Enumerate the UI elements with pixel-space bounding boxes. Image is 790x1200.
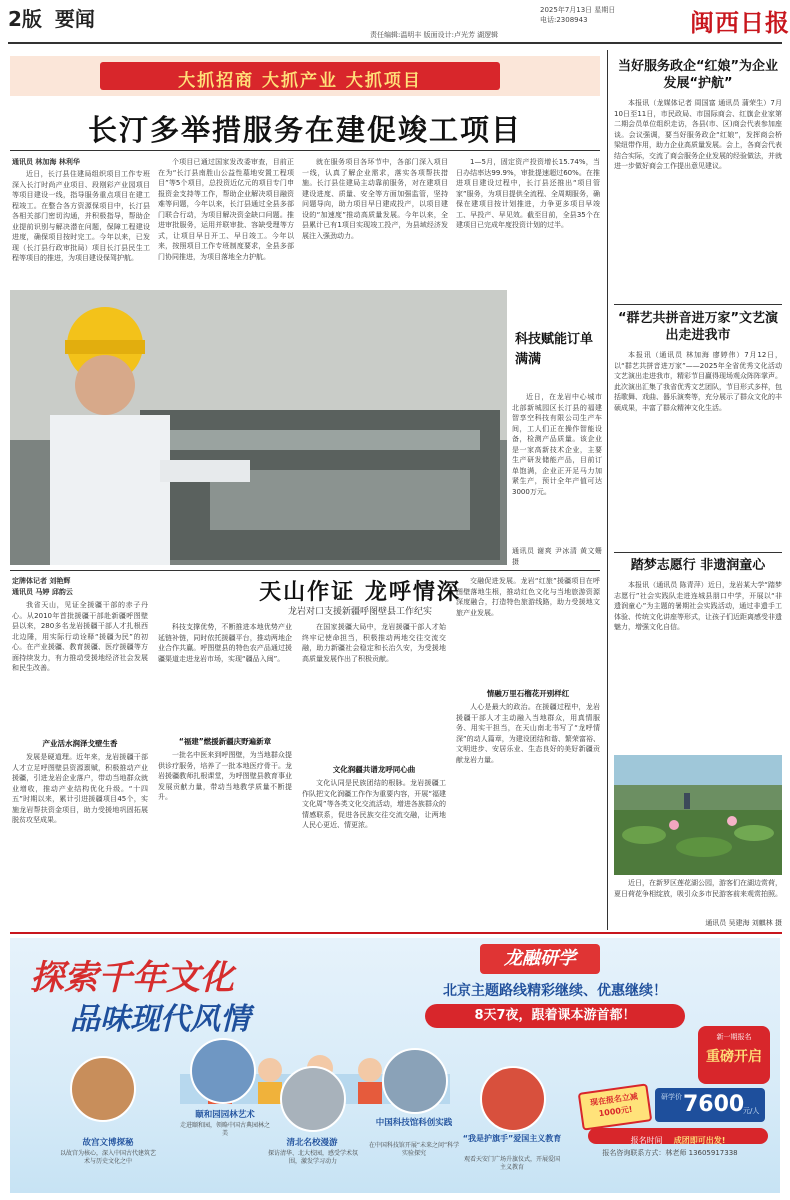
masthead-rule [8,42,782,44]
photo1-caption: 近日，在龙岩中心城市北部新城园区长汀县的福建智享空科技有限公司生产车间，工人们正在操作智能设备，检测产品质量。该企业是一家高新技术企业，主要生产研发储能产品，目前订单饱满，企业正开足马力加紧生产，预计全年产值可达3000万元。 [512,393,602,496]
right1-headline: 当好服务政企“红娘”为企业发展“护航” [617,59,779,91]
price-unit: 元/人 [743,1107,760,1115]
article1-col3: 就在服务项目各环节中，各部门深入项目一线，认真了解企业需求，落实各项帮扶措施。长汀县住建局主动靠前服务，对在建项目建设进度、质量、安全等方面加强监管，坚持问题导向，助力项目早日建成投产，以项目建设的“加速度”推动高质量发展。今年以来，全县累计已有1项目实现竣工投产，为县域经济发展注入强劲动力。 [302,158,448,240]
ad-top-rule [10,932,782,934]
article2-col2b: 一批名中医来到呼图壁，为当地群众提供诊疗服务，培养了一批本地医疗骨干。龙岩援疆教师扎根课堂，为呼图壁县教育事业发展贡献力量，带动当地教学质量不断提升。 [158,751,292,801]
right2-headline: “群艺共拼音进万家”文艺演出走进我市 [617,311,779,343]
edition-number: 2版 [8,7,42,31]
study-tour-advertisement [10,938,780,1193]
price-box [655,1088,765,1122]
ad-title2: 品味现代风情 [70,1002,250,1037]
hotline-bar [588,1128,768,1144]
photo-illustration [10,290,507,565]
headline-rule [10,150,600,151]
article2-col2: 科技支撑优势，不断推进本地优势产业延链补链，同时依托援疆平台，推动两地企业合作共赢。呼图壁县的特色农产品通过援疆渠道走进龙岩市场，实现“疆品入闽”。 [158,623,292,663]
badge-main: 重磅开启 [706,1049,762,1065]
date-line: 2025年7月13日 星期日 [540,6,616,14]
card5-desc: 观看天安门广场升旗仪式，开展爱国主义教育 [463,1156,560,1171]
card2-photo [190,1038,256,1104]
article2-byline: 通讯员 马婷 邱韵云 [12,588,73,596]
price-value: 7600 [683,1092,745,1117]
ad-title: 探索千年文化 [30,958,234,998]
card2-title: 颐和园园林艺术 [195,1110,255,1120]
article2-subheadline: 龙岩对口支援新疆呼图壁县工作纪实 [287,607,432,617]
section-name: 要闻 [54,7,95,31]
article2-col3b: 文化认同是民族团结的根脉。龙岩援疆工作队把文化润疆工作作为重要内容，开展“福建文化周”等各类文化交流活动，增进各族群众的情感联系，促进各民族交往交流交融，让两地人民心更近、情更浓。 [302,779,446,829]
card3-desc: 探访清华、北大校园，感受学术氛围，激发学习动力 [268,1150,359,1165]
card3-photo [280,1066,346,1132]
article2-subhead4: 情融万里石榴花开别样红 [486,689,570,698]
article2-label: 定牌体记者 刘艳辉 [12,577,71,585]
newspaper-logo: 闽西日报 [690,8,790,37]
article2-headline: 天山作证 龙呼情深 [259,580,461,605]
masthead-meta [540,6,615,25]
article1-headline: 长汀多举措服务在建促竣工项目 [87,113,522,147]
card3-title: 清北名校漫游 [286,1138,338,1148]
brand-name: 龙融研学 [504,948,576,969]
article1-col4: 1—5月，固定资产投资增长15.74%，当日办结率达99.9%，审批提速超过60%。在推进项目建设过程中，长汀县还推出“项目管家”服务，为项目提供全流程、全周期服务，确保在建项目按计划推进，力争更多项目早竣工、早投产、早见效。截至目前，全县35个在建项目已完成年度投资计划的过半。 [456,158,600,229]
card4-title: 中国科技馆科创实践 [375,1118,453,1128]
article2-col4: 交融促进发展。龙岩“红旅”援疆项目在呼图壁落地生根，推动红色文化与当地旅游资源深度融合，打造特色旅游线路，助力受援地文旅产业发展。 [456,577,600,617]
photo1-credit: 通讯员 谢爽 尹冰清 黄文姗 摄 [512,547,602,566]
factory-worker-photo [10,290,507,565]
right-rule-2 [614,552,782,553]
card1-photo [70,1056,136,1122]
card4-photo [382,1048,448,1114]
article2-col1b: 发展是硬道理。近年来，龙岩援疆干部人才立足呼图壁县资源禀赋，积极推动产业援疆，引进龙岩企业落户，带动当地群众就业增收，推动产业结构优化升级。“十四五”时期以来，累计引进援疆项目45个，实施龙岩帮扶资金项目，助力受援地巩固拓展脱贫攻坚成果。 [12,753,148,824]
phone-line: 电话:2308943 [540,15,588,24]
card1-title: 故宫文博探秘 [82,1138,134,1148]
brand-badge [480,944,600,974]
card5-title: “我是护旗手”爱国主义教育 [462,1134,562,1143]
price-label: 研学价 [661,1093,682,1101]
card1-desc: 以故宫为核心，深入中国古代建筑艺术与历史文化之中 [60,1150,157,1165]
article1-col1: 近日，长汀县住建局组织项目工作专班深入长汀时尚产业项目、段刚彩产业园项目等项目建设一线，指导服务重点项目在建工程竣工。在整合各方资源保项目中，长汀县各相关部门密切沟通，并积极指导，帮助企业提前识别与解决潜在问题，保障工程建设进度，确保项目按时完工。今年以来，已发现（长汀县行政审批局）项目长汀县民生工程等项目的推进，为项目建设保驾护航。 [12,170,150,262]
photo1-title: 科技赋能订单满满 [515,332,594,367]
hotline-text: 成团即可出发! [673,1136,726,1145]
ad-contact: 报名咨询联系方式：林老师 13605917338 [602,1149,738,1157]
article2-col3: 在国家援疆大局中，龙岩援疆干部人才始终牢记使命担当，积极推动两地交往交流交融，助力新疆社会稳定和长治久安，为受援地高质量发展作出了积极贡献。 [302,623,446,663]
ad-line2-pill [425,1004,685,1028]
ad-line1: 北京主题路线精彩继续、优惠继续！ [443,983,667,999]
section-divider [10,570,600,571]
banner-text: 大抓招商 大抓产业 大抓项目 [178,71,422,91]
new-session-badge [698,1026,770,1084]
campaign-banner [10,56,600,96]
right2-body: 本报讯（通讯员 林加海 廖婷伟）7月12日，以“群艺共拼音进万家”——2025年全省优秀文化活动文艺演出走进我市，精彩节目赢得现场观众阵阵掌声。此次演出汇集了我省优秀文艺团队，节目形式多样，包括歌舞、戏曲、器乐演奏等，充分展示了群众文化的丰硕成果，丰富了群众精神文化生活。 [614,351,782,412]
article2-col4b: 人心是最大的政治。在援疆过程中，龙岩援疆干部人才主动融入当地群众，用真情服务、用实干担当，在天山南北书写了“龙呼情深”的动人篇章，为建设团结和谐、繁荣富裕、文明进步、安居乐业、生态良好的美好新疆贡献龙岩力量。 [456,703,600,764]
right3-body: 本报讯（通讯员 陈青萍）近日，龙岩某大学“踏梦志愿行”社会实践队走进连城县朋口中学，开展以“非遗润童心”为主题的暑期社会实践活动，通过非遗手工体验、传统文化讲座等形式，让孩子们近距离感受非遗魅力，增强文化自信。 [614,581,782,631]
banner-ribbon [100,62,500,90]
card5-photo [480,1066,546,1132]
article2-col1: 我省天山，见证全援疆干部的赤子丹心。从2010年首批援疆干部赴新疆呼图壁县以来，280多名龙岩援疆干部人才扎根西北边陲，用实际行动诠释“援疆为民”的初心。在产业援疆、教育援疆、医疗援疆等方面持续发力，有力推动受援地经济社会发展和民生改善。 [12,601,148,672]
lotus-illustration [614,755,782,875]
hotline-label: 报名时间 [630,1136,663,1145]
promo-text: 现在报名立减1000元! [589,1091,639,1119]
editors-line: 责任编辑:温明丰 版面设计:卢光芳 湖逻辑 [370,31,499,39]
promo-stamp [578,1083,653,1130]
article1-col2: 个项目已通过国家发改委审查，目前正在为“长汀县南胜山公益性墓地安置工程项目”等5个项目，总投资近亿元的项目专门申报资金支持等工作，帮助企业解决项目融资难等问题，今年以来，长汀县通过全县多部门联合行动，为项目解决资金缺口问题。推进审批服务，运用并联审批、容缺受理等方式，让项目早日开工、早日竣工。今年以来，按照项目工作专班制度要求，全县多部门协同推进，为项目落地全力护航。 [158,158,294,261]
card4-desc: 在中国科技馆开展“未来之问”科学实验探究 [368,1142,460,1157]
edition-label [8,3,95,32]
right3-headline: 踏梦志愿行 非遗润童心 [630,558,766,573]
right3-credit: 通讯员 吴建海 刘麒林 摄 [705,919,782,927]
right1-body: 本报讯（龙媒体记者 周国富 通讯员 蒲荣生）7月10日至11日，市民政局、市国际商会、红旗企业家第二期会员单位组织走访，各县(市、区)商会代表参加座谈。会议强调，要当好服务政企“红娘”，发挥商会桥梁纽带作用，助力企业高质量发展。会上，各商会代表结合实际，交流了商会服务企业发展的经验做法，并就进一步做好商会工作提出意见建议。 [614,99,782,170]
right3-caption: 近日，在新罗区莲花湖公园，游客们在湖边赏荷，夏日荷花争相绽放，吸引众多市民游客前来观赏拍照。 [614,879,782,898]
article2-subhead2: “福建”燃援新疆庆野遍新章 [178,737,272,746]
article2-subhead1: 产业活水润泽戈壁生香 [42,739,118,748]
card2-desc: 走进颐和园，领略中国古典园林之美 [179,1122,270,1137]
badge-top: 新一期报名 [716,1033,752,1041]
ad-line2: 8天7夜，跟着课本游首都！ [474,1008,636,1023]
article1-byline: 通讯员 林加海 林利华 [12,158,80,166]
column-divider [607,50,608,930]
right-rule-1 [614,304,782,305]
article2-subhead3: 文化润疆共谱龙呼同心曲 [332,765,416,774]
lotus-photo [614,755,782,875]
